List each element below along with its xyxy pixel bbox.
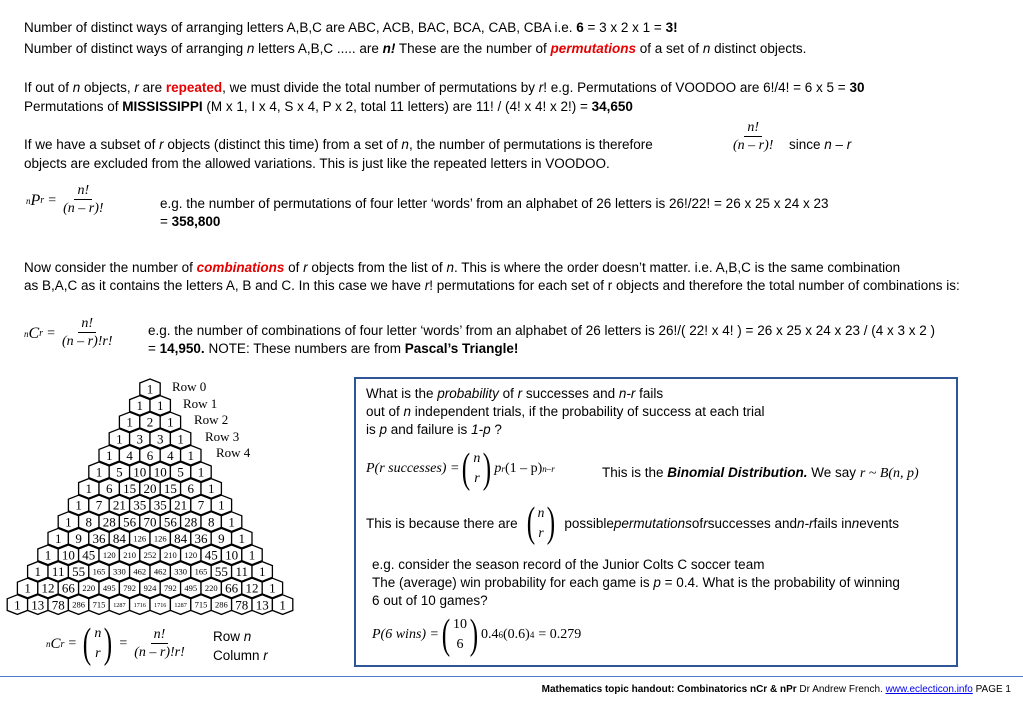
pascal-cell-value: 11 bbox=[235, 564, 249, 580]
pascal-row-label: Row 2 bbox=[194, 412, 229, 428]
pascal-cell-value: 715 bbox=[194, 599, 208, 610]
pascal-cell-value: 6 bbox=[187, 481, 195, 497]
pascal-cell-value: 10 bbox=[225, 547, 239, 563]
pascal-cell-value: 1 bbox=[24, 580, 31, 596]
pascal-cell-value: 210 bbox=[164, 549, 177, 560]
binomial-eg-1: e.g. consider the season record of the Junior Colts C soccer team bbox=[372, 557, 765, 572]
pascal-cell-value: 3 bbox=[136, 431, 144, 447]
pascal-cell-value: 1 bbox=[177, 431, 184, 447]
pascal-cell-value: 1 bbox=[187, 447, 195, 463]
pascal-cell-value: 13 bbox=[255, 597, 269, 613]
pascal-cell-value: 1 bbox=[54, 530, 62, 546]
pascal-cell-value: 20 bbox=[143, 481, 157, 497]
pascal-row-caption: Row n bbox=[213, 629, 252, 644]
pascal-ncr-formula: n C r = ( n r ) = $\frac{n!}{(n - r)!r!}$ bbox=[46, 621, 185, 667]
pascal-cell-value: 330 bbox=[113, 566, 126, 577]
pascal-row-label: Row 0 bbox=[172, 379, 207, 394]
pascal-cell-value: 1 bbox=[65, 514, 72, 530]
pascal-cell-value: 13 bbox=[31, 597, 45, 613]
pascal-cell-value: 120 bbox=[102, 549, 116, 560]
pascal-cell-value: 8 bbox=[207, 514, 215, 530]
pascal-cell-value: 1 bbox=[105, 447, 113, 463]
ncr-formula: n C r = $\frac{n!}{(n - r)!r!}$ bbox=[24, 316, 113, 349]
pascal-cell-value: 1 bbox=[238, 530, 246, 546]
pascal-cell-value: 7 bbox=[197, 497, 205, 513]
binomial-q3: is p and failure is 1-p ? bbox=[366, 422, 502, 437]
pascal-cell-value: 78 bbox=[235, 597, 249, 613]
pascal-cell-value: 792 bbox=[123, 583, 136, 594]
pascal-cell-value: 1287 bbox=[174, 601, 187, 609]
pascal-cell-value: 6 bbox=[146, 447, 154, 463]
pascal-cell-value: 286 bbox=[215, 599, 228, 610]
binomial-q1: What is the probability of r successes and n-r fails bbox=[366, 386, 664, 401]
pascal-cell-value: 28 bbox=[184, 514, 198, 530]
pascal-cell-value: 56 bbox=[163, 514, 177, 530]
pascal-cell-value: 1 bbox=[116, 431, 123, 447]
pascal-row-label: Row 3 bbox=[205, 428, 240, 444]
pascal-cell-value: 1 bbox=[156, 398, 164, 414]
intro-line-2: Number of distinct ways of arranging n letters A,B,C ..... are n! These are the number of permutations of a set of n distinct objects. bbox=[24, 41, 807, 56]
repeated-line-2: Permutations of MISSISSIPPI (M x 1, I x 4, S x 4, P x 2, total 11 letters) are 11! / (4! x 4! x 2!) = 34,650 bbox=[24, 99, 633, 114]
pascal-cell-value: 21 bbox=[174, 497, 188, 513]
pascal-cell-value: 66 bbox=[225, 580, 239, 596]
pascal-cell-value: 70 bbox=[143, 514, 157, 530]
pascal-cell-value: 10 bbox=[61, 547, 75, 563]
pascal-cell-value: 36 bbox=[92, 530, 106, 546]
subset-line-1: If we have a subset of r objects (distinct this time) from a set of n, the number of permutations is therefore bbox=[24, 137, 653, 152]
pascal-cell-value: 220 bbox=[82, 583, 96, 594]
pascal-cell-value: 1 bbox=[228, 514, 235, 530]
pascal-cell-value: 4 bbox=[167, 447, 174, 463]
pascal-cell-value: 56 bbox=[123, 514, 137, 530]
pascal-cell-value: 165 bbox=[92, 566, 106, 577]
pascal-triangle bbox=[4, 376, 300, 618]
pascal-cell-value: 10 bbox=[133, 464, 147, 480]
ncr-example-1: e.g. the number of combinations of four letter ‘words’ from an alphabet of 26 letters is 26!/( 22! x 4! ) = 26 x 25 x 24 x 23 / (4 x 3 x 2 ) bbox=[148, 323, 936, 338]
pascal-cell-value: 10 bbox=[153, 464, 167, 480]
pascal-cell-value: 286 bbox=[72, 599, 85, 610]
pascal-cell-value: 55 bbox=[72, 564, 86, 580]
pascal-cell-value: 1716 bbox=[133, 601, 146, 609]
binomial-q2: out of n independent trials, if the probability of success at each trial bbox=[366, 404, 765, 419]
pascal-cell-value: 495 bbox=[184, 583, 198, 594]
subset-line-2: objects are excluded from the allowed variations. This is just like the repeated letters in VOODOO. bbox=[24, 156, 610, 171]
pascal-cell-value: 55 bbox=[214, 564, 228, 580]
pascal-cell-value: 1 bbox=[279, 597, 286, 613]
pascal-column-caption: Column r bbox=[213, 648, 268, 663]
pascal-cell-value: 12 bbox=[245, 580, 259, 596]
pascal-cell-value: 3 bbox=[156, 431, 164, 447]
pascal-cell-value: 4 bbox=[126, 447, 133, 463]
pascal-cell-value: 36 bbox=[194, 530, 208, 546]
pascal-cell-value: 1 bbox=[248, 547, 256, 563]
npr-example-1: e.g. the number of permutations of four letter ‘words’ from an alphabet of 26 letters is 26!/22! = 26 x 25 x 24 x 23 bbox=[160, 196, 829, 211]
pascal-cell-value: 1 bbox=[207, 481, 215, 497]
pascal-cell-value: 120 bbox=[184, 549, 198, 560]
pascal-cell-value: 12 bbox=[41, 580, 55, 596]
pascal-cell-value: 15 bbox=[123, 481, 137, 497]
binomial-definition: This is the Binomial Distribution. We say r ~ B(n, p) bbox=[602, 465, 919, 481]
pascal-cell-value: 5 bbox=[177, 464, 184, 480]
footer-rule bbox=[0, 676, 1023, 677]
pascal-cell-value: 84 bbox=[112, 530, 126, 546]
pascal-cell-value: 1 bbox=[34, 564, 42, 580]
pascal-cell-value: 1287 bbox=[113, 601, 126, 609]
pascal-cell-value: 2 bbox=[146, 414, 154, 430]
pascal-cell-value: 78 bbox=[51, 597, 65, 613]
pascal-cell-value: 1 bbox=[14, 597, 21, 613]
pascal-cell-value: 1 bbox=[167, 414, 174, 430]
ncr-example-2: = 14,950. NOTE: These numbers are from Pascal’s Triangle! bbox=[148, 341, 519, 356]
subset-fraction: $\frac{n!}{(n - r)!}$ bbox=[733, 120, 774, 153]
binomial-calculation: P(6 wins) = ( 10 6 ) 0.4 6 (0.6) 4 = 0.279 bbox=[372, 612, 582, 658]
repeated-line-1: If out of n objects, r are repeated, we must divide the total number of permutations by r! e.g. Permutations of VOODOO are 6!/4! = 6 x 5 = 30 bbox=[24, 80, 865, 95]
pascal-cell-value: 462 bbox=[133, 566, 147, 577]
pascal-row-label: Row 4 bbox=[216, 445, 251, 461]
footer: Mathematics topic handout: Combinatorics nCr & nPr Dr Andrew French. www.eclecticon.info PAGE 1 bbox=[541, 684, 1011, 695]
combo-line-2: as B,A,C as it contains the letters A, B and C. In this case we have r! permutations for each set of r objects and therefore the total number of combinations is: bbox=[24, 278, 960, 293]
pascal-cell-value: 35 bbox=[153, 497, 167, 513]
pascal-cell-value: 1 bbox=[146, 381, 154, 397]
pascal-cell-value: 1 bbox=[75, 497, 82, 513]
pascal-cell-value: 21 bbox=[112, 497, 126, 513]
pascal-cell-value: 1 bbox=[126, 414, 133, 430]
npr-example-2: = 358,800 bbox=[160, 214, 221, 229]
pascal-cell-value: 495 bbox=[102, 583, 116, 594]
pascal-cell-value: 35 bbox=[133, 497, 147, 513]
pascal-cell-value: 1 bbox=[269, 580, 276, 596]
pascal-cell-value: 1 bbox=[136, 398, 144, 414]
pascal-cell-value: 5 bbox=[116, 464, 123, 480]
binomial-formula: P(r successes) = ( n r ) p r (1 – p) n–r bbox=[366, 446, 555, 492]
pascal-cell-value: 1 bbox=[85, 481, 93, 497]
pascal-cell-value: 126 bbox=[153, 533, 167, 544]
binomial-eg-2: The (average) win probability for each game is p = 0.4. What is the probability of winning bbox=[372, 575, 900, 590]
binomial-because: This is because there are ( n r ) possible permutations of r successes and n-r fails in n events bbox=[366, 500, 900, 546]
footer-link[interactable]: www.eclecticon.info bbox=[885, 684, 973, 695]
pascal-cell-value: 165 bbox=[194, 566, 208, 577]
pascal-cell-value: 126 bbox=[133, 533, 147, 544]
pascal-cell-value: 1 bbox=[218, 497, 225, 513]
pascal-cell-value: 66 bbox=[61, 580, 75, 596]
pascal-cell-value: 792 bbox=[164, 583, 177, 594]
pascal-cell-value: 210 bbox=[123, 549, 136, 560]
pascal-cell-value: 715 bbox=[92, 599, 106, 610]
pascal-cell-value: 45 bbox=[204, 547, 218, 563]
pascal-cell-value: 45 bbox=[82, 547, 96, 563]
pascal-cell-value: 924 bbox=[143, 583, 157, 594]
pascal-cell-value: 11 bbox=[51, 564, 65, 580]
pascal-cell-value: 15 bbox=[163, 481, 177, 497]
pascal-cell-value: 462 bbox=[153, 566, 167, 577]
pascal-row-label: Row 1 bbox=[183, 395, 218, 411]
npr-formula: n P r = $\frac{n!}{(n - r)!}$ bbox=[26, 183, 104, 216]
intro-line-1: Number of distinct ways of arranging letters A,B,C are ABC, ACB, BAC, BCA, CAB, CBA i.e. 6 = 3 x 2 x 1 = 3! bbox=[24, 20, 678, 35]
pascal-cell-value: 7 bbox=[95, 497, 103, 513]
pascal-cell-value: 9 bbox=[218, 530, 225, 546]
pascal-cell-value: 220 bbox=[204, 583, 218, 594]
pascal-cell-value: 1716 bbox=[154, 601, 167, 609]
binomial-eg-3: 6 out of 10 games? bbox=[372, 593, 488, 608]
pascal-cell-value: 28 bbox=[102, 514, 116, 530]
pascal-cell-value: 252 bbox=[143, 549, 157, 560]
pascal-cell-value: 84 bbox=[174, 530, 188, 546]
pascal-cell-value: 6 bbox=[105, 481, 113, 497]
subset-since: since n – r bbox=[789, 137, 852, 152]
binomial-box bbox=[354, 377, 958, 667]
pascal-cell-value: 330 bbox=[174, 566, 187, 577]
pascal-cell-value: 9 bbox=[75, 530, 82, 546]
pascal-cell-value: 1 bbox=[95, 464, 103, 480]
pascal-cell-value: 8 bbox=[85, 514, 93, 530]
pascal-cell-value: 1 bbox=[258, 564, 266, 580]
pascal-cell-value: 1 bbox=[197, 464, 205, 480]
pascal-cell-value: 1 bbox=[44, 547, 52, 563]
combo-line-1: Now consider the number of combinations of r objects from the list of n. This is where the order doesn’t matter. i.e. A,B,C is the same combination bbox=[24, 260, 901, 275]
